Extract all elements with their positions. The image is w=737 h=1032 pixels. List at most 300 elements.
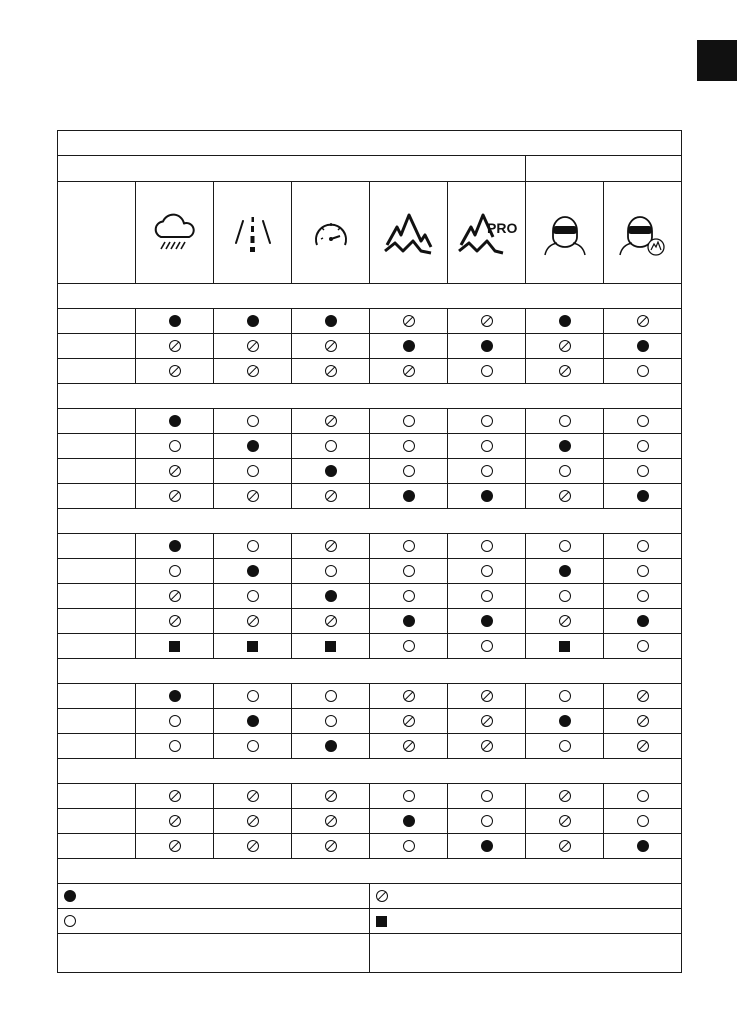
table-cell (526, 734, 604, 759)
row-label-cell (58, 784, 136, 809)
road-lanes-icon (231, 213, 275, 253)
empty-circle-symbol (247, 740, 259, 752)
table-cell (136, 634, 214, 659)
mode-rain (136, 182, 214, 284)
table-cell (448, 734, 526, 759)
table-cell (136, 809, 214, 834)
empty-circle-symbol (403, 465, 415, 477)
not-available-symbol (169, 615, 181, 627)
full-circle-symbol (481, 340, 493, 352)
full-circle-symbol (481, 490, 493, 502)
row-label-cell (58, 434, 136, 459)
table-cell (214, 359, 292, 384)
table-cell (136, 559, 214, 584)
not-available-symbol (559, 490, 571, 502)
table-cell (136, 309, 214, 334)
not-available-symbol (559, 815, 571, 827)
table-cell (526, 559, 604, 584)
not-available-symbol (325, 790, 337, 802)
empty-circle-symbol (637, 590, 649, 602)
not-available-symbol (325, 540, 337, 552)
table-cell (526, 834, 604, 859)
row-label-cell (58, 609, 136, 634)
empty-circle-symbol (637, 565, 649, 577)
table-cell (448, 334, 526, 359)
table-cell (214, 809, 292, 834)
table-cell (526, 609, 604, 634)
empty-circle-symbol (403, 840, 415, 852)
not-available-symbol (559, 615, 571, 627)
table-cell (370, 809, 448, 834)
table-cell (604, 784, 682, 809)
table-cell (526, 409, 604, 434)
empty-circle-symbol (169, 740, 181, 752)
empty-circle-symbol (403, 565, 415, 577)
table-cell (292, 634, 370, 659)
not-available-symbol (169, 490, 181, 502)
full-circle-symbol (403, 340, 415, 352)
full-circle-symbol (169, 315, 181, 327)
full-circle-symbol (559, 315, 571, 327)
square-symbol (247, 641, 258, 652)
table-cell (370, 784, 448, 809)
empty-circle-symbol (325, 690, 337, 702)
not-available-symbol (247, 815, 259, 827)
table-cell (292, 534, 370, 559)
empty-circle-symbol (169, 565, 181, 577)
table-cell (292, 584, 370, 609)
full-circle-symbol (247, 715, 259, 727)
legend-header-row (58, 859, 682, 884)
table-row (58, 434, 682, 459)
empty-circle-symbol (325, 565, 337, 577)
empty-circle-symbol (481, 465, 493, 477)
table-cell (604, 534, 682, 559)
empty-circle-symbol (637, 465, 649, 477)
empty-circle-symbol (481, 590, 493, 602)
table-row (58, 584, 682, 609)
row-label-cell (58, 309, 136, 334)
not-available-symbol (247, 790, 259, 802)
full-circle-symbol (169, 540, 181, 552)
not-available-symbol (169, 340, 181, 352)
not-available-symbol (325, 365, 337, 377)
empty-circle-symbol (247, 415, 259, 427)
row-label-cell (58, 559, 136, 584)
table-cell (604, 309, 682, 334)
section-header-row (58, 759, 682, 784)
table-cell (214, 709, 292, 734)
empty-circle-symbol (481, 415, 493, 427)
table-cell (214, 634, 292, 659)
full-circle-symbol (481, 840, 493, 852)
legend-row (58, 884, 682, 909)
empty-circle-symbol (481, 540, 493, 552)
table-cell (448, 409, 526, 434)
empty-circle-symbol (637, 815, 649, 827)
table-cell (214, 734, 292, 759)
not-available-symbol (481, 715, 493, 727)
table-cell (292, 409, 370, 434)
full-circle-symbol (481, 615, 493, 627)
section-header-cell (58, 284, 682, 309)
full-circle-symbol (637, 340, 649, 352)
table-cell (370, 734, 448, 759)
section-header-cell (58, 509, 682, 534)
table-row (58, 459, 682, 484)
table-cell (370, 634, 448, 659)
table-cell (448, 309, 526, 334)
full-circle-symbol (169, 690, 181, 702)
empty-circle-symbol (247, 540, 259, 552)
full-circle-symbol (247, 440, 259, 452)
table-cell (604, 359, 682, 384)
table-cell (604, 809, 682, 834)
table-cell (136, 484, 214, 509)
legend-note-row (58, 934, 682, 973)
mode-offroad (370, 182, 448, 284)
not-available-symbol (559, 365, 571, 377)
row-label-cell (58, 459, 136, 484)
empty-circle-symbol (637, 640, 649, 652)
table-cell (136, 784, 214, 809)
empty-circle-symbol (559, 590, 571, 602)
legend-cell (58, 884, 370, 909)
empty-circle-symbol (169, 440, 181, 452)
empty-circle-symbol (559, 415, 571, 427)
not-available-symbol (169, 840, 181, 852)
table-cell (292, 309, 370, 334)
empty-circle-symbol (481, 790, 493, 802)
empty-circle-symbol (559, 690, 571, 702)
table-cell (370, 609, 448, 634)
section-header-row (58, 659, 682, 684)
full-circle-symbol (559, 565, 571, 577)
empty-circle-symbol (637, 415, 649, 427)
table-cell (370, 584, 448, 609)
table-cell (292, 834, 370, 859)
row-label-cell (58, 584, 136, 609)
table-cell (604, 834, 682, 859)
square-symbol (325, 641, 336, 652)
table-cell (214, 834, 292, 859)
table-cell (526, 809, 604, 834)
table-cell (604, 484, 682, 509)
table-cell (370, 309, 448, 334)
speedometer-icon (309, 213, 353, 253)
mode-rider-1 (526, 182, 604, 284)
table-cell (136, 409, 214, 434)
empty-circle-symbol (481, 565, 493, 577)
legend-cell (58, 909, 370, 934)
rider-helmet-offroad-icon (618, 209, 668, 257)
table-cell (526, 784, 604, 809)
table-cell (526, 634, 604, 659)
table-row (58, 559, 682, 584)
table-cell (604, 434, 682, 459)
not-available-symbol (169, 365, 181, 377)
mode-rider-2 (604, 182, 682, 284)
legend-row (58, 909, 682, 934)
table-cell (292, 459, 370, 484)
table-cell (604, 709, 682, 734)
table-cell (370, 409, 448, 434)
full-circle-symbol (559, 440, 571, 452)
empty-circle-symbol (247, 465, 259, 477)
table-row (58, 784, 682, 809)
empty-circle-symbol (403, 440, 415, 452)
table-cell (604, 334, 682, 359)
table-cell (526, 359, 604, 384)
table-cell (292, 609, 370, 634)
table-cell (526, 334, 604, 359)
chapter-tab-marker (697, 40, 737, 81)
row-label-cell (58, 409, 136, 434)
table-row (58, 809, 682, 834)
table-cell (448, 534, 526, 559)
table-row (58, 334, 682, 359)
row-label-cell (58, 734, 136, 759)
table-row (58, 834, 682, 859)
empty-circle-symbol (559, 540, 571, 552)
offroad-mountain-icon (381, 207, 437, 259)
not-available-symbol (637, 315, 649, 327)
section-header-cell (58, 659, 682, 684)
mode-sport (292, 182, 370, 284)
table-cell (136, 459, 214, 484)
empty-circle-symbol (637, 440, 649, 452)
row-label-cell (58, 484, 136, 509)
table-cell (448, 784, 526, 809)
table-cell (292, 684, 370, 709)
full-circle-symbol (325, 465, 337, 477)
table-cell (214, 434, 292, 459)
section-header-row (58, 384, 682, 409)
empty-circle-symbol (481, 365, 493, 377)
not-available-symbol (169, 590, 181, 602)
table-cell (136, 334, 214, 359)
table-row (58, 609, 682, 634)
mode-icon-row (58, 182, 682, 284)
table-cell (370, 559, 448, 584)
table-cell (214, 409, 292, 434)
not-available-symbol (559, 340, 571, 352)
square-symbol (559, 641, 570, 652)
row-label-cell (58, 634, 136, 659)
table-cell (136, 834, 214, 859)
table-cell (292, 559, 370, 584)
table-cell (604, 634, 682, 659)
empty-circle-symbol (481, 640, 493, 652)
not-available-symbol (169, 790, 181, 802)
full-circle-symbol (325, 315, 337, 327)
table-cell (136, 359, 214, 384)
table-cell (526, 434, 604, 459)
table-cell (604, 584, 682, 609)
not-available-symbol (403, 315, 415, 327)
table-cell (526, 709, 604, 734)
row-label-cell (58, 334, 136, 359)
rain-cloud-icon (151, 213, 199, 253)
table-cell (526, 309, 604, 334)
empty-circle-symbol (325, 715, 337, 727)
square-symbol (169, 641, 180, 652)
table-cell (370, 834, 448, 859)
table-cell (292, 484, 370, 509)
table-cell (370, 434, 448, 459)
row-label-cell (58, 834, 136, 859)
empty-circle-symbol (403, 640, 415, 652)
legend-cell (370, 884, 682, 909)
full-circle-symbol (403, 815, 415, 827)
empty-circle-symbol (637, 540, 649, 552)
full-circle-symbol (247, 315, 259, 327)
table-cell (214, 559, 292, 584)
table-row (58, 534, 682, 559)
not-available-symbol (637, 690, 649, 702)
table-cell (526, 684, 604, 709)
table-cell (136, 609, 214, 634)
empty-circle-symbol (403, 590, 415, 602)
not-available-symbol (325, 340, 337, 352)
table-cell (214, 609, 292, 634)
rider-helmet-icon (543, 209, 587, 257)
table-cell (136, 734, 214, 759)
table-title-row (58, 131, 682, 156)
empty-circle-symbol (403, 415, 415, 427)
table-cell (214, 684, 292, 709)
not-available-symbol (169, 815, 181, 827)
table-cell (292, 334, 370, 359)
full-circle-symbol (559, 715, 571, 727)
not-available-symbol (247, 365, 259, 377)
table-cell (448, 634, 526, 659)
table-cell (448, 434, 526, 459)
table-cell (448, 559, 526, 584)
table-cell (604, 684, 682, 709)
section-header-row (58, 284, 682, 309)
table-cell (214, 309, 292, 334)
square-symbol (376, 916, 387, 927)
row-label-header (58, 182, 136, 284)
full-circle-symbol (64, 890, 76, 902)
table-cell (214, 534, 292, 559)
full-circle-symbol (403, 615, 415, 627)
empty-circle-symbol (559, 740, 571, 752)
not-available-symbol (403, 365, 415, 377)
empty-circle-symbol (481, 815, 493, 827)
not-available-symbol (559, 790, 571, 802)
table-cell (292, 809, 370, 834)
row-label-cell (58, 709, 136, 734)
table-row (58, 734, 682, 759)
section-header-row (58, 509, 682, 534)
table-cell (448, 484, 526, 509)
empty-circle-symbol (169, 715, 181, 727)
empty-circle-symbol (247, 690, 259, 702)
table-cell (370, 534, 448, 559)
table-cell (370, 459, 448, 484)
section-header-cell (58, 759, 682, 784)
table-cell (214, 484, 292, 509)
empty-circle-symbol (247, 590, 259, 602)
table-cell (370, 359, 448, 384)
table-cell (214, 584, 292, 609)
table-cell (448, 834, 526, 859)
table-cell (604, 734, 682, 759)
empty-circle-symbol (481, 440, 493, 452)
empty-circle-symbol (403, 540, 415, 552)
not-available-symbol (376, 890, 388, 902)
table-row (58, 709, 682, 734)
table-cell (370, 334, 448, 359)
full-circle-symbol (325, 590, 337, 602)
legend-note-cell (370, 934, 682, 973)
column-group-header-row (58, 156, 682, 182)
row-label-cell (58, 684, 136, 709)
full-circle-symbol (637, 490, 649, 502)
not-available-symbol (637, 740, 649, 752)
table-cell (370, 484, 448, 509)
empty-circle-symbol (403, 790, 415, 802)
table-cell (604, 559, 682, 584)
table-cell (448, 709, 526, 734)
table-cell (214, 784, 292, 809)
full-circle-symbol (403, 490, 415, 502)
not-available-symbol (325, 615, 337, 627)
table-cell (292, 734, 370, 759)
table-row (58, 634, 682, 659)
full-circle-symbol (637, 840, 649, 852)
not-available-symbol (325, 840, 337, 852)
empty-circle-symbol (64, 915, 76, 927)
table-cell (136, 584, 214, 609)
standard-modes-header (58, 156, 526, 182)
table-cell (136, 684, 214, 709)
row-label-cell (58, 534, 136, 559)
not-available-symbol (169, 465, 181, 477)
table-row (58, 359, 682, 384)
pro-label: PRO (486, 219, 517, 236)
not-available-symbol (481, 740, 493, 752)
full-circle-symbol (247, 565, 259, 577)
full-circle-symbol (637, 615, 649, 627)
row-label-cell (58, 359, 136, 384)
legend-cell (370, 909, 682, 934)
mode-road (214, 182, 292, 284)
legend-header-cell (58, 859, 682, 884)
table-row (58, 484, 682, 509)
full-circle-symbol (169, 415, 181, 427)
table-row (58, 409, 682, 434)
not-available-symbol (247, 490, 259, 502)
not-available-symbol (325, 490, 337, 502)
not-available-symbol (481, 315, 493, 327)
table-cell (370, 709, 448, 734)
not-available-symbol (247, 840, 259, 852)
not-available-symbol (247, 615, 259, 627)
not-available-symbol (403, 740, 415, 752)
table-row (58, 309, 682, 334)
table-cell (292, 784, 370, 809)
empty-circle-symbol (637, 365, 649, 377)
not-available-symbol (325, 415, 337, 427)
not-available-symbol (559, 840, 571, 852)
empty-circle-symbol (559, 465, 571, 477)
table-cell (448, 359, 526, 384)
full-circle-symbol (325, 740, 337, 752)
not-available-symbol (481, 690, 493, 702)
